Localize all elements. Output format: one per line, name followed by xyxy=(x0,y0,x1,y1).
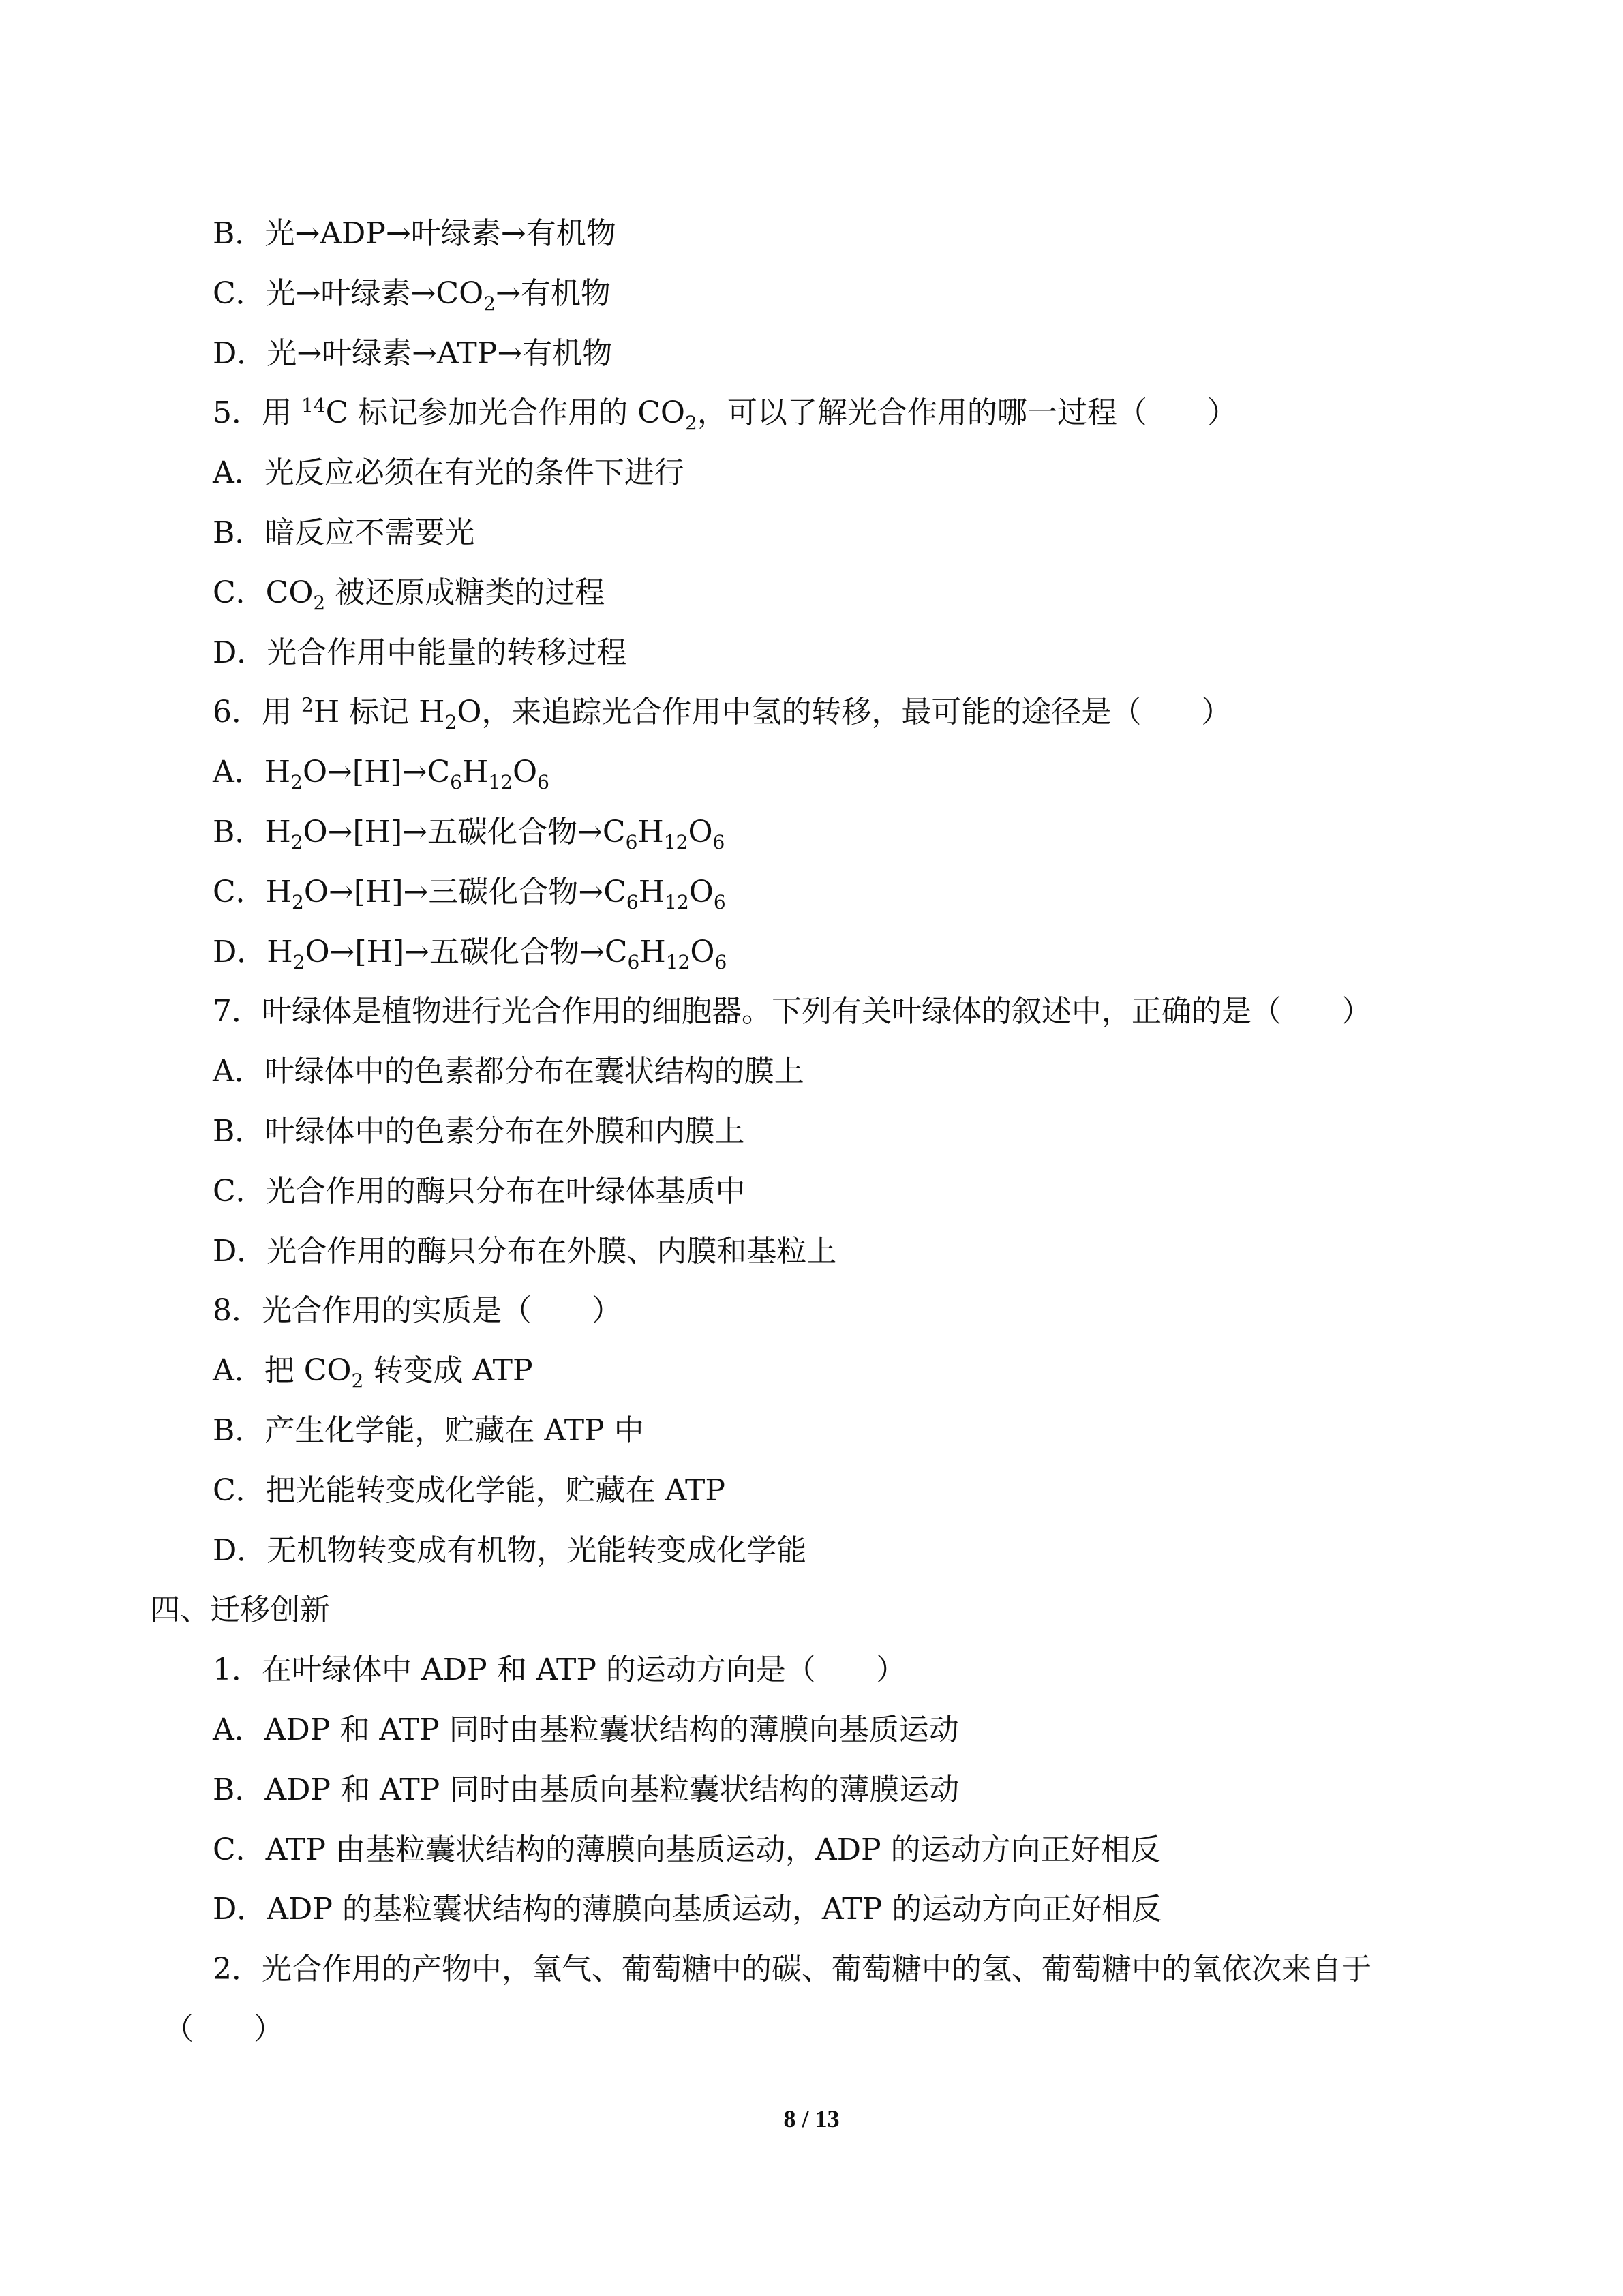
text-run: C．ATP 由基粒囊状结构的薄膜向基质运动，ADP 的运动方向正好相反 xyxy=(213,1832,1161,1867)
text-line xyxy=(213,1290,622,1331)
text-run: D．H xyxy=(213,935,293,969)
text-run: B．叶绿体中的色素分布在外膜和内膜上 xyxy=(213,1114,745,1149)
text-run: 6 xyxy=(712,830,725,854)
text-run: B．光→ADP→叶绿素→有机物 xyxy=(213,216,616,251)
text-run: B．暗反应不需要光 xyxy=(213,515,475,550)
text-run: 6 xyxy=(713,890,726,913)
text-run: H xyxy=(462,755,489,789)
text-run: 1．在叶绿体中 ADP 和 ATP 的运动方向是（ ） xyxy=(213,1652,906,1687)
text-line xyxy=(213,1051,804,1092)
text-run: 2 xyxy=(351,1369,364,1392)
text-run: B．ADP 和 ATP 同时由基质向基粒囊状结构的薄膜运动 xyxy=(213,1772,960,1807)
text-run: D．光→叶绿素→ATP→有机物 xyxy=(213,336,613,371)
text-run: H 标记 H xyxy=(313,695,445,729)
text-run: 12 xyxy=(665,950,691,973)
text-line xyxy=(164,2009,284,2050)
page-number: 8 / 13 xyxy=(783,2105,840,2132)
text-run: 6 xyxy=(627,950,640,973)
text-run: （ ） xyxy=(164,2012,284,2046)
text-line xyxy=(213,393,1237,434)
text-run: O→[H]→五碳化合物→C xyxy=(303,815,626,849)
text-run: C．把光能转变成化学能，贮藏在 ATP xyxy=(213,1473,725,1508)
text-run: 6 xyxy=(450,770,462,794)
text-run: O，来追踪光合作用中氢的转移，最可能的途径是（ ） xyxy=(457,695,1232,729)
text-run: O xyxy=(690,935,715,969)
text-line xyxy=(213,692,1231,733)
text-run: 6 xyxy=(537,770,549,794)
text-run: 6．用 xyxy=(213,695,301,729)
text-run: 6 xyxy=(626,890,639,913)
text-run: O xyxy=(688,815,713,849)
text-run: 7．叶绿体是植物进行光合作用的细胞器。下列有关叶绿体的叙述中，正确的是（ ） xyxy=(213,994,1371,1029)
text-line xyxy=(213,333,612,374)
text-line xyxy=(213,1830,1161,1871)
text-line xyxy=(213,1111,744,1152)
text-run: 2 xyxy=(290,830,303,854)
text-run: A．ADP 和 ATP 同时由基粒囊状结构的薄膜向基质运动 xyxy=(213,1712,959,1747)
text-line xyxy=(213,1530,806,1571)
text-line xyxy=(213,1889,1162,1930)
text-run: D．光合作用的酶只分布在外膜、内膜和基粒上 xyxy=(213,1234,837,1269)
text-line xyxy=(213,513,474,554)
text-run: 2 xyxy=(483,292,496,315)
text-run: O→[H]→C xyxy=(302,755,451,789)
text-line xyxy=(213,573,605,614)
text-run: O xyxy=(513,755,538,789)
text-run: C 标记参加光合作用的 CO xyxy=(325,395,686,430)
text-run: ，可以了解光合作用的哪一过程（ ） xyxy=(697,395,1237,430)
text-run: A．光反应必须在有光的条件下进行 xyxy=(213,455,684,490)
text-run: D．无机物转变成有机物，光能转变成化学能 xyxy=(213,1533,807,1568)
text-line xyxy=(213,752,549,793)
text-run: 12 xyxy=(663,830,688,854)
text-run: 5．用 xyxy=(213,395,301,430)
text-line xyxy=(213,1949,1371,1990)
text-run: 6 xyxy=(714,950,727,973)
text-run: 2 xyxy=(292,890,304,913)
text-run: B．产生化学能，贮藏在 ATP 中 xyxy=(213,1413,644,1448)
text-run: A．叶绿体中的色素都分布在囊状结构的膜上 xyxy=(213,1054,804,1089)
text-run: 2 xyxy=(313,591,326,614)
text-line xyxy=(213,1231,836,1272)
text-line xyxy=(213,633,626,674)
text-run: B．H xyxy=(213,815,291,849)
text-run: C．光合作用的酶只分布在叶绿体基质中 xyxy=(213,1174,746,1209)
text-run: 四、迁移创新 xyxy=(150,1592,330,1627)
section-heading xyxy=(150,1590,330,1631)
text-run: 8．光合作用的实质是（ ） xyxy=(213,1293,622,1328)
text-run: C．CO xyxy=(213,575,314,610)
text-run: 6 xyxy=(625,830,638,854)
text-run: H xyxy=(637,815,664,849)
text-line xyxy=(213,1770,959,1811)
text-line xyxy=(213,991,1371,1032)
text-run: H xyxy=(638,875,665,909)
text-line xyxy=(213,213,616,254)
text-run: 12 xyxy=(488,770,513,794)
text-run: A．把 CO xyxy=(213,1353,352,1388)
text-run: 被还原成糖类的过程 xyxy=(325,575,605,610)
text-line xyxy=(213,273,611,314)
text-run: C．光→叶绿素→CO xyxy=(213,276,484,311)
text-run: →有机物 xyxy=(495,276,611,311)
text-line xyxy=(213,1470,725,1511)
text-run: 2 xyxy=(292,950,305,973)
text-run: 2．光合作用的产物中，氧气、葡萄糖中的碳、葡萄糖中的氢、葡萄糖中的氧依次来自于 xyxy=(213,1952,1371,1987)
text-line xyxy=(213,812,725,853)
text-run: O→[H]→三碳化合物→C xyxy=(303,875,626,909)
text-run: 2 xyxy=(685,411,697,434)
text-run: D．ADP 的基粒囊状结构的薄膜向基质运动，ATP 的运动方向正好相反 xyxy=(213,1892,1162,1927)
text-run: O→[H]→五碳化合物→C xyxy=(305,935,628,969)
text-line xyxy=(213,932,727,973)
text-run: 2 xyxy=(290,770,303,794)
text-line xyxy=(213,1710,959,1751)
text-run: 12 xyxy=(665,890,689,913)
text-run: D．光合作用中能量的转移过程 xyxy=(213,635,627,670)
text-run: O xyxy=(688,875,714,909)
text-run: 转变成 ATP xyxy=(363,1353,533,1388)
text-line xyxy=(213,1650,906,1691)
text-line xyxy=(213,1171,746,1212)
text-run: 14 xyxy=(301,394,326,417)
text-run: A．H xyxy=(213,755,291,789)
text-line xyxy=(213,1410,644,1451)
text-line xyxy=(213,1350,533,1391)
text-run: C．H xyxy=(213,875,292,909)
text-line xyxy=(213,453,684,494)
text-run: 2 xyxy=(301,693,314,716)
text-run: H xyxy=(639,935,666,969)
text-run: 2 xyxy=(444,710,457,734)
text-line xyxy=(213,872,726,913)
